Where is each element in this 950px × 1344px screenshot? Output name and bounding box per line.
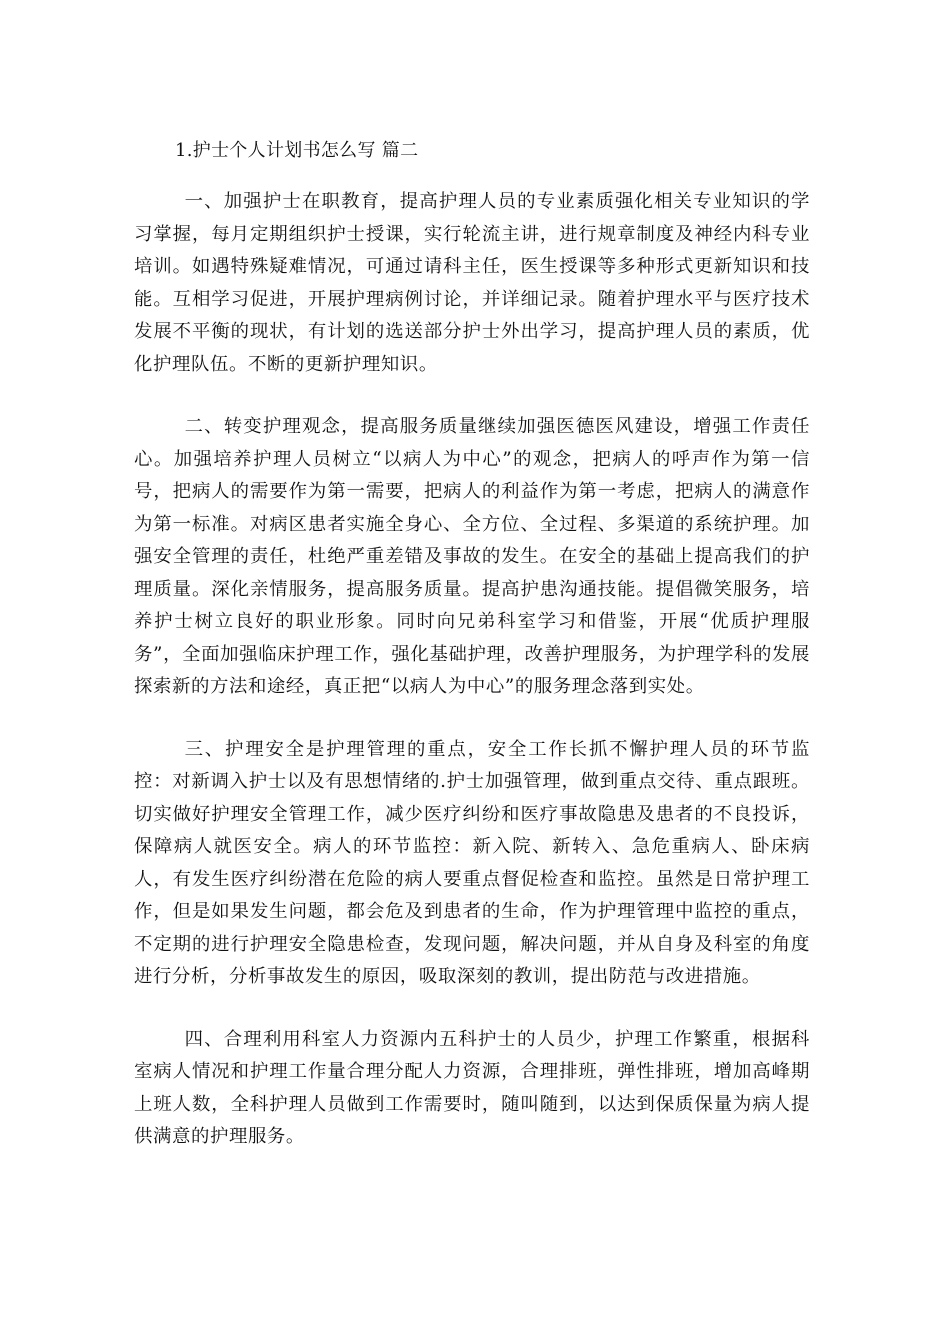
- paragraph-4: 四、合理利用科室人力资源内五科护士的人员少，护理工作繁重，根据科室病人情况和护理工作量合理分配人力资源，合理排班，弹性排班，增加高峰期上班人数，全科护理人员做到工作需要时，随叫随到，以达到保质保量为病人提供满意的护理服务。: [134, 1028, 810, 1147]
- document-body: [134, 186, 810, 1184]
- paragraph-2: 二、转变护理观念，提高服务质量继续加强医德医风建设，增强工作责任心。加强培养护理人员树立“以病人为中心”的观念，把病人的呼声作为第一信号，把病人的需要作为第一需要，把病人的利益作为第一考虑，把病人的满意作为第一标准。对病区患者实施全身心、全方位、全过程、多渠道的系统护理。加强安全管理的责任，杜绝严重差错及事故的发生。在安全的基础上提高我们的护理质量。深化亲情服务，提高服务质量。提高护患沟通技能。提倡微笑服务，培养护士树立良好的职业形象。同时向兄弟科室学习和借鉴，开展“优质护理服务”，全面加强临床护理工作，强化基础护理，改善护理服务，为护理学科的发展探索新的方法和途经，真正把“以病人为中心”的服务理念落到实处。: [134, 416, 810, 697]
- section-heading: 1.护士个人计划书怎么写 篇二: [175, 140, 419, 161]
- paragraph-1: 一、加强护士在职教育，提高护理人员的专业素质强化相关专业知识的学习掌握，每月定期组织护士授课，实行轮流主讲，进行规章制度及神经内科专业培训。如遇特殊疑难情况，可通过请科主任，医生授课等多种形式更新知识和技能。互相学习促进，开展护理病例讨论，并详细记录。随着护理水平与医疗技术发展不平衡的现状，有计划的选送部分护士外出学习，提高护理人员的素质，优化护理队伍。不断的更新护理知识。: [134, 191, 810, 375]
- paragraph-3: 三、护理安全是护理管理的重点，安全工作长抓不懈护理人员的环节监控：对新调入护士以及有思想情绪的.护士加强管理，做到重点交待、重点跟班。切实做好护理安全管理工作，减少医疗纠纷和医疗事故隐患及患者的不良投诉，保障病人就医安全。病人的环节监控：新入院、新转入、急危重病人、卧床病人，有发生医疗纠纷潜在危险的病人要重点督促检查和监控。虽然是日常护理工作，但是如果发生问题，都会危及到患者的生命，作为护理管理中监控的重点，不定期的进行护理安全隐患检查，发现问题，解决问题，并从自身及科室的角度进行分析，分析事故发生的原因，吸取深刻的教训，提出防范与改进措施。: [134, 738, 810, 987]
